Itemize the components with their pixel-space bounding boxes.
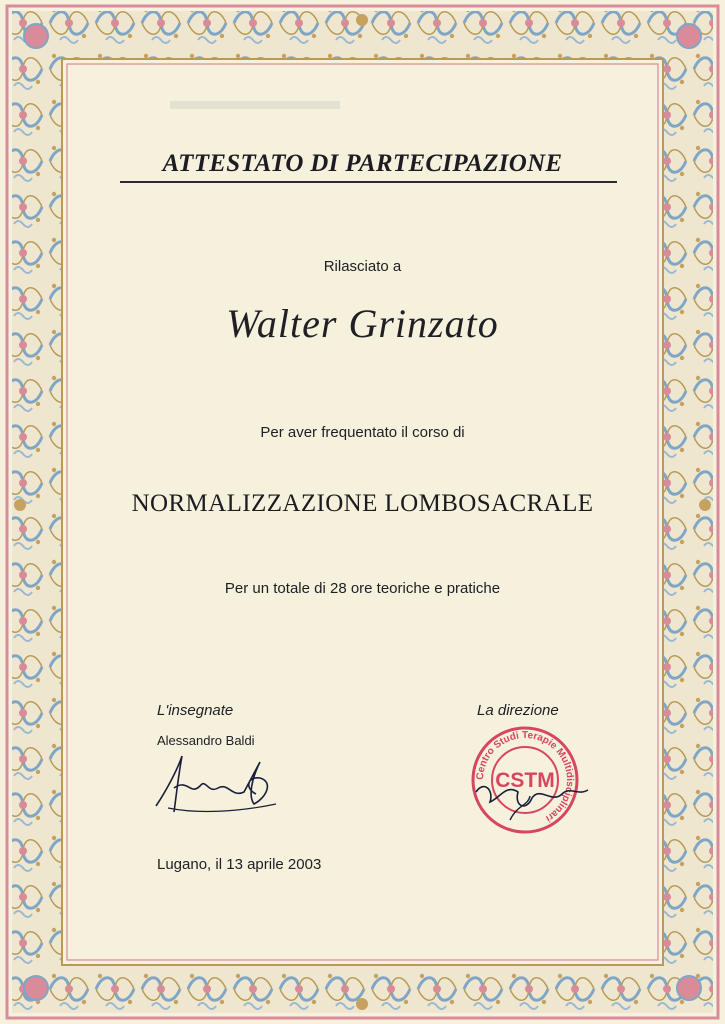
hours-text: Per un totale di 28 ore teoriche e pratiche xyxy=(224,580,501,597)
title-underline xyxy=(120,181,617,183)
teacher-signature xyxy=(148,748,283,818)
recipient-name: Walter Grinzato xyxy=(226,301,499,346)
teacher-name: Alessandro Baldi xyxy=(157,733,255,748)
faded-watermark xyxy=(170,95,340,115)
stamp-ring-text: Centro Studi Terapie Multidisciplinari xyxy=(474,729,576,824)
direction-role-label: La direzione xyxy=(477,702,559,719)
cstm-stamp xyxy=(470,720,610,850)
course-name: NORMALIZZAZIONE LOMBOSACRALE xyxy=(131,490,594,517)
place-and-date: Lugano, il 13 aprile 2003 xyxy=(157,856,322,873)
teacher-role-label: L'insegnate xyxy=(157,702,234,719)
attended-course-label: Per aver frequentato il corso di xyxy=(260,424,465,441)
stamp-abbreviation: CSTM xyxy=(495,769,555,792)
certificate-title: ATTESTATO DI PARTECIPAZIONE xyxy=(162,150,563,177)
issued-to-label: Rilasciato a xyxy=(323,258,402,275)
